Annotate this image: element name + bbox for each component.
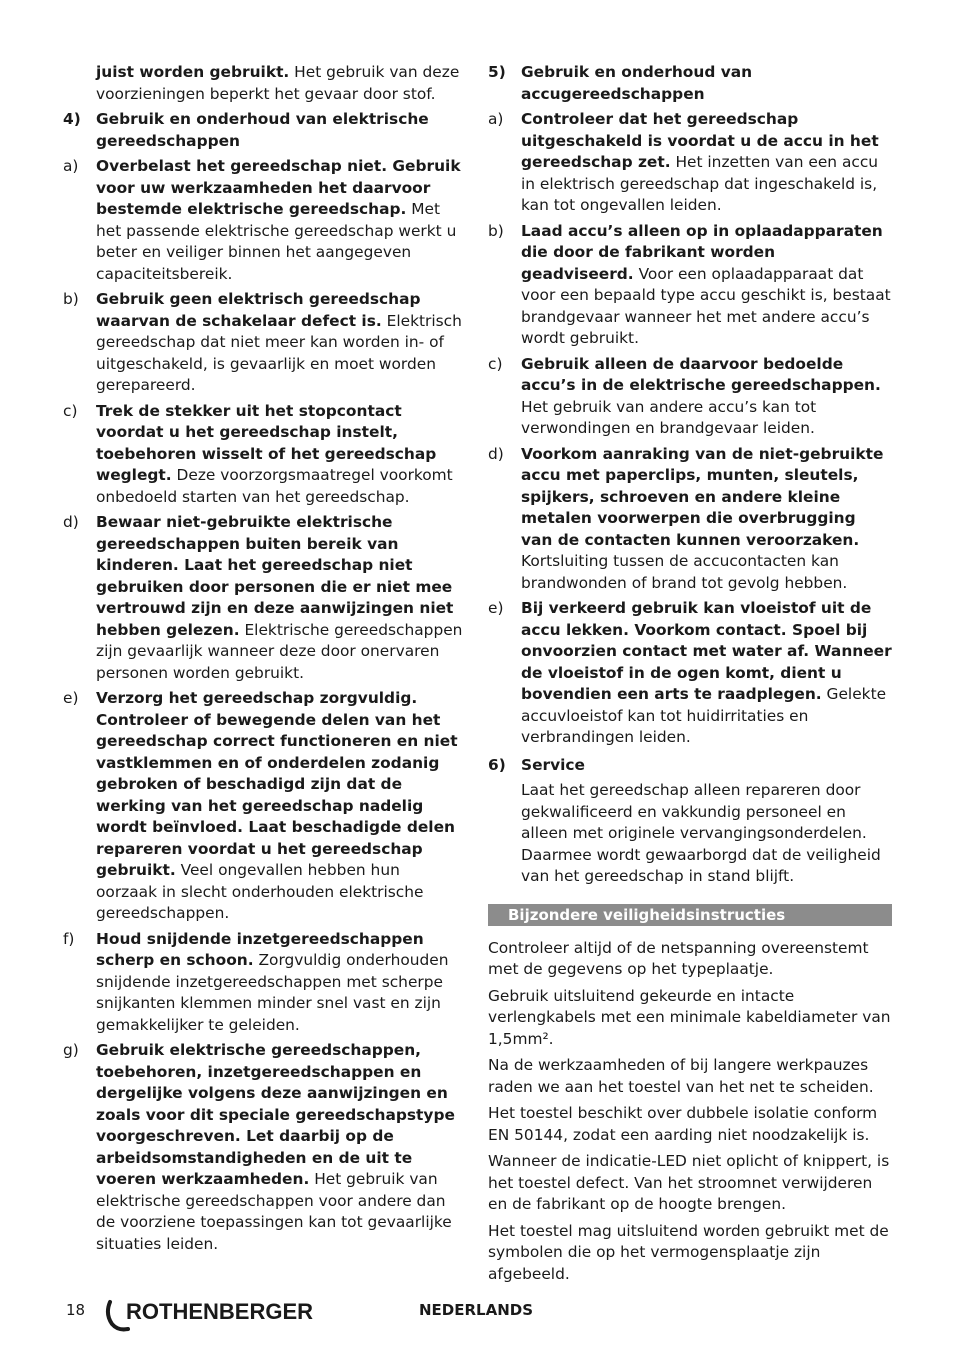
list-item-4b	[63, 289, 465, 397]
special-paragraph: Het toestel beschikt over dubbele isolatie conform EN 50144, zodat een aarding niet noodzakelijk is.	[488, 1104, 878, 1144]
item-text: Elektrisch gereedschap dat niet meer kan worden in- of uitgeschakeld, is gevaarlijk en moet worden gerepareerd.	[96, 311, 462, 394]
language-label: NEDERLANDS	[419, 1301, 534, 1319]
list-item-4c	[63, 401, 465, 509]
item-text: Voor een oplaadapparaat dat voor een bepaald type accu geschikt is, bestaat brandgevaar wanneer het met andere accu’s wordt gebruikt.	[521, 264, 891, 347]
item-text: Gelekte accuvloeistof kan tot huidirritaties en verbrandingen leiden.	[521, 685, 887, 746]
list-item-4g	[63, 1040, 465, 1255]
section-5-title: Gebruik en onderhoud van accugereedschappen	[521, 63, 753, 103]
section-6-number: 6)	[488, 755, 506, 774]
special-paragraph: Na de werkzaamheden of bij langere werkpauzes raden we aan het toestel van het net te scheiden.	[488, 1056, 874, 1096]
service-body: Laat het gereedschap alleen repareren door gekwalificeerd en vakkundig personeel en alleen met originele vervangingsonderdelen. Daarmee wordt gewaarborgd dat de veiligheid van het gereedschap in stand blijft.	[521, 781, 881, 885]
item-text: Het gebruik van andere accu’s kan tot verwondingen en brandgevaar leiden.	[521, 397, 817, 437]
item-letter: e)	[63, 689, 79, 707]
item-bold: Bewaar niet-gebruikte elektrische gereedschappen buiten bereik van kinderen. Laat het gereedschap niet gebruiken door personen die er niet mee vertrouwd zijn en deze aanwijzingen niet hebben gelezen.	[96, 513, 454, 639]
left-column	[63, 62, 465, 1259]
logo-text: ROTHENBERGER	[126, 1299, 314, 1324]
item-text: Met het passende elektrische gereedschap werkt u beter en veiliger binnen het aangegeven capaciteitsbereik.	[96, 200, 457, 283]
item-bold: Overbelast het gereedschap niet. Gebruik voor uw werkzaamheden het daarvoor bestemde elektrische gereedschap.	[96, 157, 461, 218]
item-bold: Laad accu’s alleen op in oplaadapparaten die door de fabrikant worden geadviseerd.	[521, 221, 883, 283]
right-column	[488, 62, 892, 1290]
item-letter: g)	[63, 1041, 79, 1059]
item-bold: Verzorg het gereedschap zorgvuldig. Controleer of bewegende delen van het gereedschap correct functioneren en niet vastklemmen en of onderdelen zodanig gebroken of beschadigd zijn dat de werking van het gereedschap nadelig wordt beïnvloed. Laat beschadigde delen repareren voordat u het gereedschap gebruikt.	[96, 689, 458, 879]
list-item-4d	[63, 512, 465, 684]
item-letter: b)	[488, 221, 504, 240]
item-text: Het gebruik van elektrische gereedschappen voor andere dan de voorziene toepassingen kan tot gevaarlijke situaties leiden.	[96, 1170, 452, 1253]
list-item-5c	[488, 354, 892, 440]
list-item-5d	[488, 444, 892, 595]
list-item-4e	[63, 688, 465, 925]
special-safety-heading: Bijzondere veiligheidsinstructies	[488, 904, 892, 926]
section-5-heading	[488, 62, 892, 105]
list-item-5e	[488, 598, 892, 749]
item-text: Het inzetten van een accu in elektrisch gereedschap dat ingeschakeld is, kan tot ongevallen leiden.	[521, 153, 879, 214]
special-paragraph: Wanneer de indicatie-LED niet oplicht of knippert, is het toestel defect. Van het stroomnet verwijderen en de fabrikant op de hoogte brengen.	[488, 1152, 890, 1213]
section-6-title: Service	[521, 755, 585, 774]
item-text: Kortsluiting tussen de accucontacten kan brandwonden of brand tot gevolg hebben.	[521, 552, 848, 592]
item-letter: f)	[63, 929, 75, 948]
list-item-4a	[63, 156, 465, 285]
item-letter: d)	[488, 444, 504, 463]
item-letter: e)	[488, 599, 504, 617]
item-letter: d)	[63, 513, 79, 531]
intro-paragraph	[63, 62, 465, 105]
item-text: Deze voorzorgsmaatregel voorkomt onbedoeld starten van het gereedschap.	[96, 466, 453, 506]
item-text: Zorgvuldig onderhouden snijdende inzetgereedschappen met scherpe snijkanten klemmen minder snel vast en zijn gemakkelijker te geleiden.	[96, 951, 449, 1034]
section-5-number: 5)	[488, 63, 506, 81]
item-letter: a)	[63, 157, 79, 175]
list-item-5b	[488, 221, 892, 350]
item-bold: Bij verkeerd gebruik kan vloeistof uit de accu lekken. Voorkom contact. Spoel bij onvoorzien contact met water af. Wanneer de vloeistof in de ogen komt, dient u bovendien een arts te raadplegen.	[521, 599, 892, 703]
item-bold: Trek de stekker uit het stopcontact voordat u het gereedschap instelt, toebehoren wisselt of het gereedschap weglegt.	[96, 401, 437, 484]
item-bold: Gebruik elektrische gereedschappen, toebehoren, inzetgereedschappen en dergelijke volgens deze aanwijzingen en zoals voor dit speciale gereedschapstype voorgeschreven. Let daarbij op de arbeidsomstandigheden en de uit te voeren werkzaamheden.	[96, 1041, 455, 1188]
section-6-heading	[488, 755, 892, 777]
intro-bold: juist worden gebruikt.	[96, 63, 290, 81]
special-paragraph: Controleer altijd of de netspanning overeenstemt met de gegevens op het typeplaatje.	[488, 938, 869, 978]
section-4-title: Gebruik en onderhoud van elektrische gereedschappen	[96, 110, 429, 150]
page-footer	[0, 1296, 954, 1336]
rothenberger-logo	[104, 1296, 348, 1332]
intro-text: Het gebruik van deze voorzieningen beperkt het gevaar door stof.	[96, 63, 460, 103]
page-number: 18	[66, 1301, 86, 1319]
list-item-4f	[63, 929, 465, 1037]
item-bold: Controleer dat het gereedschap uitgeschakeld is voordat u de accu in het gereedschap zet.	[521, 110, 879, 171]
item-bold: Voorkom aanraking van de niet-gebruikte accu met paperclips, munten, sleutels, spijkers, schroeven en andere kleine metalen voorwerpen die overbrugging van de contacten kunnen veroorzaken.	[521, 444, 884, 549]
special-paragraph: Het toestel mag uitsluitend worden gebruikt met de symbolen die op het vermogensplaatje zijn afgebeeld.	[488, 1221, 889, 1283]
item-letter: a)	[488, 110, 504, 128]
item-text: Veel ongevallen hebben hun oorzaak in slecht onderhouden elektrische gereedschappen.	[96, 861, 424, 922]
item-letter: c)	[63, 401, 78, 420]
list-item-5a	[488, 109, 892, 217]
item-letter: b)	[63, 290, 79, 308]
special-paragraph: Gebruik uitsluitend gekeurde en intacte verlengkabels met een minimale kabeldiameter van 1,5mm².	[488, 986, 891, 1048]
item-bold: Gebruik geen elektrisch gereedschap waarvan de schakelaar defect is.	[96, 290, 421, 330]
item-letter: c)	[488, 354, 503, 373]
item-bold: Houd snijdende inzetgereedschappen scherp en schoon.	[96, 929, 424, 969]
section-4-heading	[63, 109, 465, 152]
section-4-number: 4)	[63, 110, 81, 128]
item-bold: Gebruik alleen de daarvoor bedoelde accu’s in de elektrische gereedschappen.	[521, 354, 881, 394]
item-text: Elektrische gereedschappen zijn gevaarlijk wanneer deze door onervaren personen worden gebruikt.	[96, 620, 463, 682]
